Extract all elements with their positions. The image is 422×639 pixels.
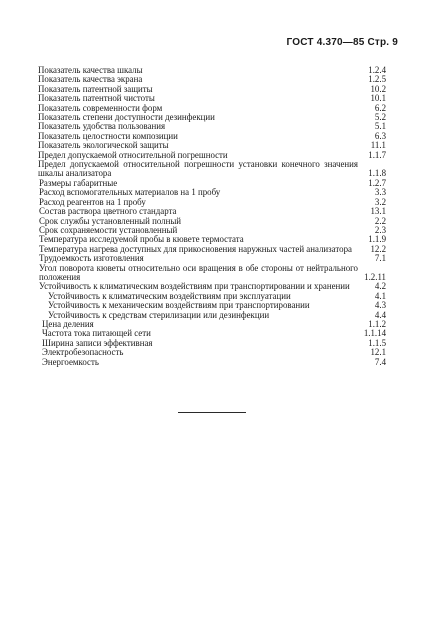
entry-reference: 7.4 [374,356,386,367]
entry-label: Показатель качества экрана [38,74,143,85]
entry-reference: 1.2.5 [368,74,386,85]
index-entry [22,160,398,179]
entry-label: Показатель современности форм [38,102,163,113]
entry-reference: 5.1 [374,121,386,132]
entry-label: Размеры габаритные [39,177,118,188]
entry-label: Угол поворота кюветы относительно оси вращения в обе стороны от нейтрального положения [39,262,358,282]
entry-reference: 10.1 [370,93,386,104]
entry-reference: 12.2 [370,243,386,254]
entry-label: Предел допускаемой относительной погрешности [38,149,228,160]
entry-label: Энергоемкость [42,356,99,367]
entry-reference: 1.1.14 [363,328,386,339]
entry-reference: 2.2 [374,215,386,226]
entry-label: Показатель удобства пользования [38,121,166,132]
entry-reference: 1.1.8 [368,168,386,179]
entry-label: Показатель степени доступности дезинфекции [38,112,215,123]
entry-reference: 6.3 [374,130,386,141]
index-entry [22,358,398,367]
entry-label: Показатель экологической защиты [38,140,169,151]
entry-label: Трудоемкость изготовления [39,253,144,264]
entry-label: Температура исследуемой пробы в кювете термостата [39,234,244,245]
entry-label: Показатель патентной защиты [38,83,153,94]
entry-reference: 1.2.7 [368,177,386,188]
term-index [22,66,398,367]
entry-label: Предел допускаемой относительной погрешности установки конечного значения шкалы анализатора [38,159,358,179]
entry-label: Устойчивость к климатическим воздействиям при эксплуатации [48,290,291,301]
entry-reference: 1.2.4 [368,65,386,75]
page-header: ГОСТ 4.370—85 Стр. 9 [286,37,398,48]
entry-reference: 1.1.5 [368,337,386,348]
entry-label: Устойчивость к средствам стерилизации или дезинфекции [48,309,270,320]
entry-reference: 4.1 [374,290,386,301]
entry-reference: 4.4 [374,309,386,320]
entry-reference: 4.3 [374,300,386,311]
entry-reference: 6.2 [374,102,386,113]
entry-label: Показатель целостности композиции [38,130,178,141]
entry-label: Состав раствора цветного стандарта [39,206,177,217]
entry-label: Расход вспомогательных материалов на 1 пробу [39,187,221,198]
entry-reference: 2.3 [374,224,386,235]
entry-label: Ширина записи эффективная [42,337,153,348]
entry-reference: 11.1 [370,140,386,151]
entry-reference: 12.1 [370,347,386,358]
entry-reference: 5.2 [374,112,386,123]
entry-reference: 1.2.11 [364,271,386,282]
entry-reference: 4.2 [374,281,386,292]
entry-label: Расход реагентов на 1 пробу [39,196,146,207]
entry-label: Цена деления [42,318,94,329]
entry-reference: 1.1.2 [368,318,386,329]
entry-label: Показатель патентной чистоты [38,93,155,104]
entry-label: Срок сохраняемости установленный [39,224,178,235]
entry-reference: 10.2 [370,83,386,94]
entry-label: Температура нагрева доступных для прикосновения наружных частей анализатора [39,243,352,254]
index-entry [22,264,398,283]
entry-reference: 3.3 [374,187,386,198]
entry-reference: 3.2 [374,196,386,207]
entry-label: Срок службы установленный полный [39,215,182,226]
entry-label: Устойчивость к механическим воздействиям при транспортировании [48,300,310,311]
end-rule [178,412,246,413]
entry-label: Устойчивость к климатическим воздействиям при транспортировании и хранении [39,281,350,292]
entry-label: Показатель качества шкалы [38,65,143,75]
entry-reference: 7.1 [374,253,386,264]
entry-label: Электробезопасность [42,347,124,358]
entry-reference: 13.1 [370,206,386,217]
entry-reference: 1.1.7 [368,149,386,160]
entry-reference: 1.1.9 [368,234,386,245]
entry-label: Частота тока питающей сети [42,328,151,339]
